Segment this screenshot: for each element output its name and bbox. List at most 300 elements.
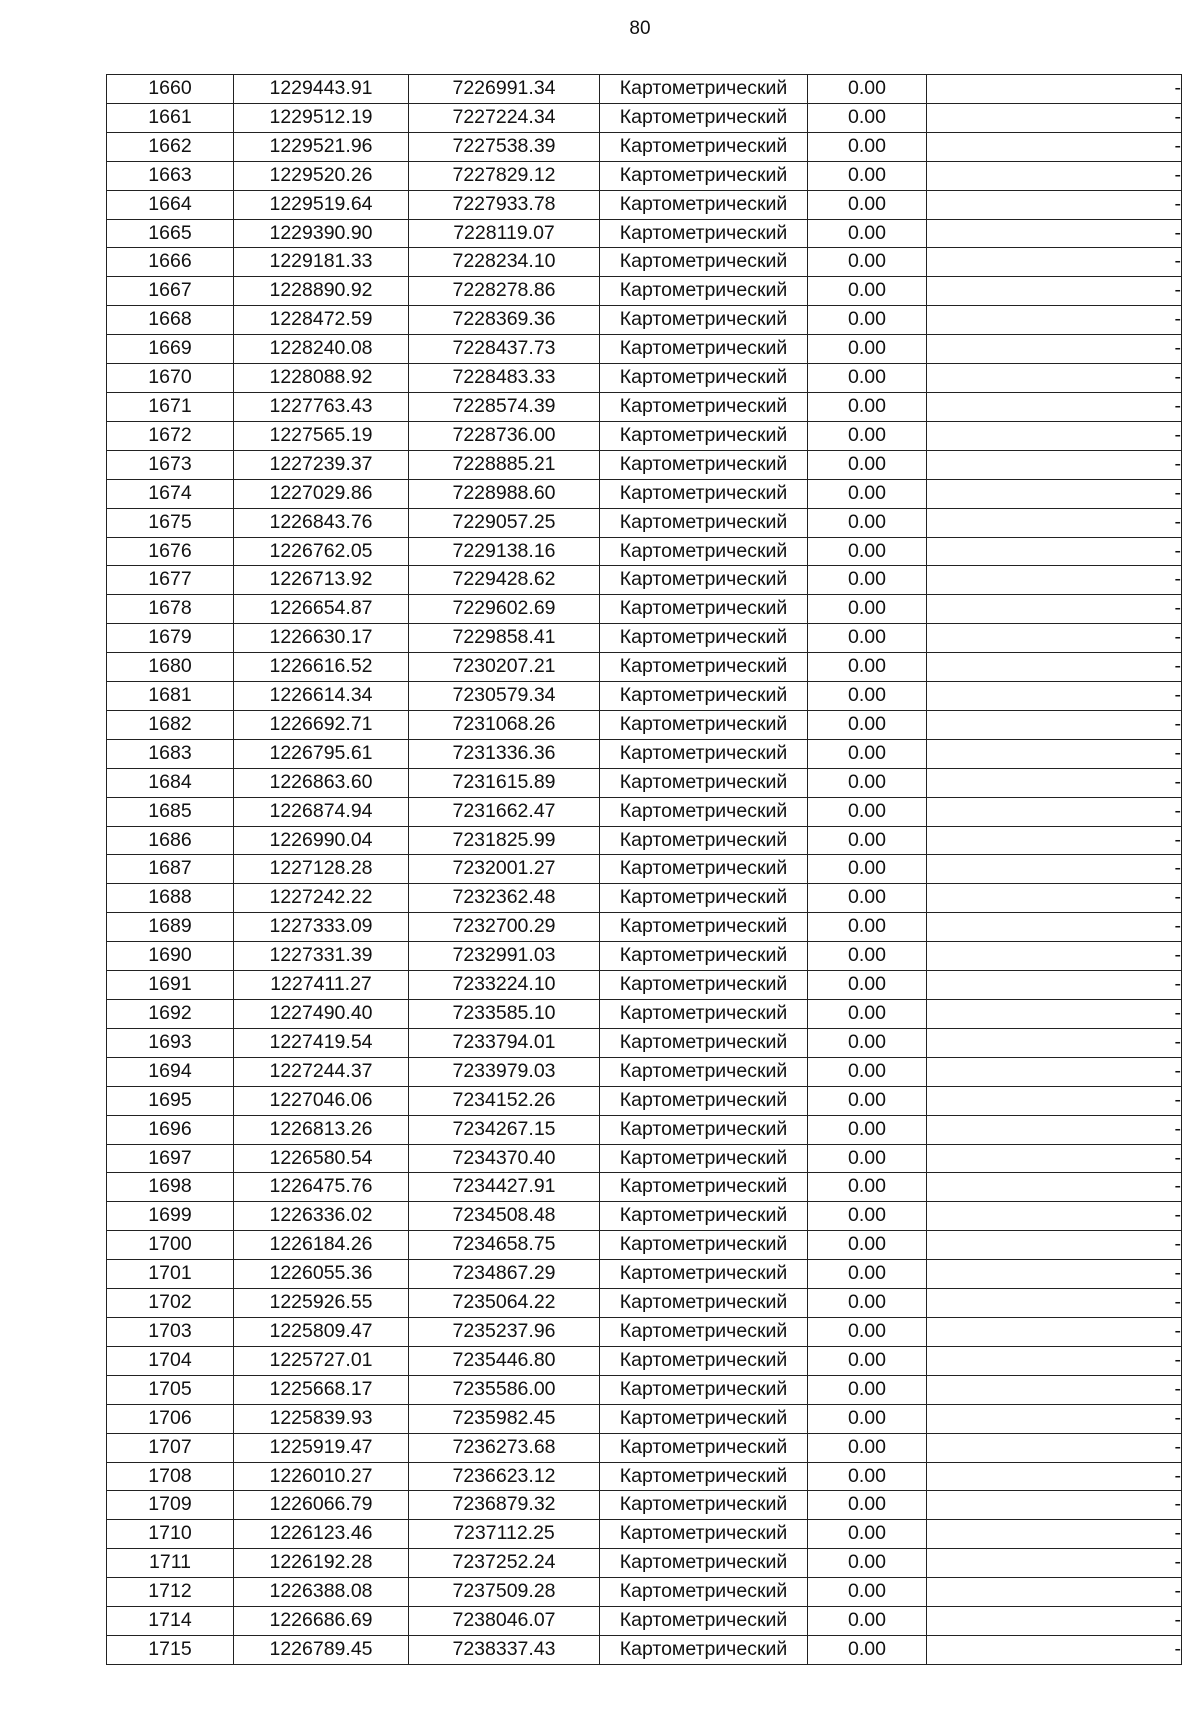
table-body	[107, 75, 1182, 1665]
table-row	[107, 132, 1182, 161]
table-row	[107, 566, 1182, 595]
method-cell: Картометрический	[600, 624, 808, 653]
y-coordinate-cell: 7230207.21	[409, 653, 600, 682]
point-number-cell: 1712	[107, 1578, 234, 1607]
table-row	[107, 277, 1182, 306]
point-number-cell: 1715	[107, 1635, 234, 1664]
y-coordinate-cell: 7232991.03	[409, 942, 600, 971]
method-cell: Картометрический	[600, 1173, 808, 1202]
error-cell: 0.00	[808, 797, 927, 826]
point-number-cell: 1684	[107, 768, 234, 797]
point-number-cell: 1669	[107, 335, 234, 364]
y-coordinate-cell: 7234152.26	[409, 1086, 600, 1115]
method-cell: Картометрический	[600, 1000, 808, 1029]
description-cell: -	[927, 450, 1182, 479]
y-coordinate-cell: 7231615.89	[409, 768, 600, 797]
y-coordinate-cell: 7232362.48	[409, 884, 600, 913]
description-cell: -	[927, 1520, 1182, 1549]
table-row	[107, 1635, 1182, 1664]
x-coordinate-cell: 1228088.92	[234, 364, 409, 393]
x-coordinate-cell: 1229443.91	[234, 75, 409, 104]
table-row	[107, 450, 1182, 479]
point-number-cell: 1697	[107, 1144, 234, 1173]
table-row	[107, 971, 1182, 1000]
x-coordinate-cell: 1227331.39	[234, 942, 409, 971]
point-number-cell: 1664	[107, 190, 234, 219]
method-cell: Картометрический	[600, 1028, 808, 1057]
x-coordinate-cell: 1226192.28	[234, 1549, 409, 1578]
y-coordinate-cell: 7238337.43	[409, 1635, 600, 1664]
table-row	[107, 1086, 1182, 1115]
description-cell: -	[927, 1491, 1182, 1520]
table-row	[107, 1607, 1182, 1636]
x-coordinate-cell: 1226874.94	[234, 797, 409, 826]
table-row	[107, 1202, 1182, 1231]
description-cell: -	[927, 710, 1182, 739]
x-coordinate-cell: 1228472.59	[234, 306, 409, 335]
y-coordinate-cell: 7228574.39	[409, 392, 600, 421]
description-cell: -	[927, 1404, 1182, 1433]
y-coordinate-cell: 7233794.01	[409, 1028, 600, 1057]
table-row	[107, 1375, 1182, 1404]
x-coordinate-cell: 1227046.06	[234, 1086, 409, 1115]
table-row	[107, 479, 1182, 508]
description-cell: -	[927, 1289, 1182, 1318]
table-row	[107, 1000, 1182, 1029]
y-coordinate-cell: 7233224.10	[409, 971, 600, 1000]
method-cell: Картометрический	[600, 768, 808, 797]
error-cell: 0.00	[808, 1375, 927, 1404]
description-cell: -	[927, 653, 1182, 682]
x-coordinate-cell: 1226843.76	[234, 508, 409, 537]
point-number-cell: 1694	[107, 1057, 234, 1086]
y-coordinate-cell: 7231068.26	[409, 710, 600, 739]
x-coordinate-cell: 1229390.90	[234, 219, 409, 248]
description-cell: -	[927, 1086, 1182, 1115]
error-cell: 0.00	[808, 855, 927, 884]
error-cell: 0.00	[808, 768, 927, 797]
description-cell: -	[927, 364, 1182, 393]
table-row	[107, 1491, 1182, 1520]
method-cell: Картометрический	[600, 826, 808, 855]
point-number-cell: 1676	[107, 537, 234, 566]
error-cell: 0.00	[808, 1549, 927, 1578]
point-number-cell: 1673	[107, 450, 234, 479]
method-cell: Картометрический	[600, 1578, 808, 1607]
point-number-cell: 1705	[107, 1375, 234, 1404]
error-cell: 0.00	[808, 537, 927, 566]
point-number-cell: 1692	[107, 1000, 234, 1029]
table-row	[107, 913, 1182, 942]
x-coordinate-cell: 1229520.26	[234, 161, 409, 190]
error-cell: 0.00	[808, 335, 927, 364]
y-coordinate-cell: 7228234.10	[409, 248, 600, 277]
method-cell: Картометрический	[600, 1635, 808, 1664]
error-cell: 0.00	[808, 1057, 927, 1086]
x-coordinate-cell: 1227128.28	[234, 855, 409, 884]
point-number-cell: 1665	[107, 219, 234, 248]
description-cell: -	[927, 1433, 1182, 1462]
point-number-cell: 1709	[107, 1491, 234, 1520]
method-cell: Картометрический	[600, 306, 808, 335]
point-number-cell: 1660	[107, 75, 234, 104]
method-cell: Картометрический	[600, 710, 808, 739]
table-row	[107, 1433, 1182, 1462]
method-cell: Картометрический	[600, 653, 808, 682]
description-cell: -	[927, 1346, 1182, 1375]
table-row	[107, 364, 1182, 393]
description-cell: -	[927, 739, 1182, 768]
y-coordinate-cell: 7227829.12	[409, 161, 600, 190]
point-number-cell: 1679	[107, 624, 234, 653]
description-cell: -	[927, 161, 1182, 190]
error-cell: 0.00	[808, 1173, 927, 1202]
x-coordinate-cell: 1225809.47	[234, 1317, 409, 1346]
x-coordinate-cell: 1226010.27	[234, 1462, 409, 1491]
x-coordinate-cell: 1225919.47	[234, 1433, 409, 1462]
method-cell: Картометрический	[600, 1491, 808, 1520]
point-number-cell: 1683	[107, 739, 234, 768]
table-row	[107, 942, 1182, 971]
error-cell: 0.00	[808, 1289, 927, 1318]
point-number-cell: 1662	[107, 132, 234, 161]
point-number-cell: 1663	[107, 161, 234, 190]
description-cell: -	[927, 1317, 1182, 1346]
x-coordinate-cell: 1229519.64	[234, 190, 409, 219]
y-coordinate-cell: 7235446.80	[409, 1346, 600, 1375]
error-cell: 0.00	[808, 971, 927, 1000]
table-row	[107, 884, 1182, 913]
point-number-cell: 1693	[107, 1028, 234, 1057]
x-coordinate-cell: 1227763.43	[234, 392, 409, 421]
description-cell: -	[927, 392, 1182, 421]
method-cell: Картометрический	[600, 479, 808, 508]
description-cell: -	[927, 1462, 1182, 1491]
y-coordinate-cell: 7237509.28	[409, 1578, 600, 1607]
x-coordinate-cell: 1226795.61	[234, 739, 409, 768]
point-number-cell: 1708	[107, 1462, 234, 1491]
method-cell: Картометрический	[600, 1462, 808, 1491]
error-cell: 0.00	[808, 1115, 927, 1144]
x-coordinate-cell: 1226066.79	[234, 1491, 409, 1520]
table-row	[107, 1144, 1182, 1173]
y-coordinate-cell: 7227538.39	[409, 132, 600, 161]
point-number-cell: 1675	[107, 508, 234, 537]
y-coordinate-cell: 7226991.34	[409, 75, 600, 104]
method-cell: Картометрический	[600, 75, 808, 104]
method-cell: Картометрический	[600, 161, 808, 190]
point-number-cell: 1700	[107, 1231, 234, 1260]
error-cell: 0.00	[808, 75, 927, 104]
error-cell: 0.00	[808, 653, 927, 682]
y-coordinate-cell: 7237252.24	[409, 1549, 600, 1578]
method-cell: Картометрический	[600, 364, 808, 393]
x-coordinate-cell: 1229521.96	[234, 132, 409, 161]
y-coordinate-cell: 7234427.91	[409, 1173, 600, 1202]
description-cell: -	[927, 942, 1182, 971]
error-cell: 0.00	[808, 566, 927, 595]
error-cell: 0.00	[808, 682, 927, 711]
point-number-cell: 1671	[107, 392, 234, 421]
x-coordinate-cell: 1227490.40	[234, 1000, 409, 1029]
y-coordinate-cell: 7233585.10	[409, 1000, 600, 1029]
table-row	[107, 1520, 1182, 1549]
error-cell: 0.00	[808, 1404, 927, 1433]
y-coordinate-cell: 7234867.29	[409, 1260, 600, 1289]
method-cell: Картометрический	[600, 739, 808, 768]
y-coordinate-cell: 7227933.78	[409, 190, 600, 219]
method-cell: Картометрический	[600, 1520, 808, 1549]
method-cell: Картометрический	[600, 1289, 808, 1318]
x-coordinate-cell: 1227419.54	[234, 1028, 409, 1057]
table-row	[107, 1173, 1182, 1202]
x-coordinate-cell: 1226762.05	[234, 537, 409, 566]
method-cell: Картометрический	[600, 190, 808, 219]
method-cell: Картометрический	[600, 1317, 808, 1346]
description-cell: -	[927, 913, 1182, 942]
point-number-cell: 1711	[107, 1549, 234, 1578]
point-number-cell: 1690	[107, 942, 234, 971]
x-coordinate-cell: 1226630.17	[234, 624, 409, 653]
table-row	[107, 1028, 1182, 1057]
table-row	[107, 1549, 1182, 1578]
error-cell: 0.00	[808, 103, 927, 132]
method-cell: Картометрический	[600, 537, 808, 566]
point-number-cell: 1686	[107, 826, 234, 855]
table-row	[107, 653, 1182, 682]
description-cell: -	[927, 508, 1182, 537]
description-cell: -	[927, 1144, 1182, 1173]
error-cell: 0.00	[808, 942, 927, 971]
y-coordinate-cell: 7228437.73	[409, 335, 600, 364]
table-row	[107, 826, 1182, 855]
method-cell: Картометрический	[600, 1607, 808, 1636]
table-row	[107, 219, 1182, 248]
error-cell: 0.00	[808, 739, 927, 768]
error-cell: 0.00	[808, 161, 927, 190]
point-number-cell: 1677	[107, 566, 234, 595]
error-cell: 0.00	[808, 1000, 927, 1029]
y-coordinate-cell: 7228483.33	[409, 364, 600, 393]
description-cell: -	[927, 797, 1182, 826]
method-cell: Картометрический	[600, 248, 808, 277]
description-cell: -	[927, 103, 1182, 132]
x-coordinate-cell: 1225926.55	[234, 1289, 409, 1318]
x-coordinate-cell: 1228890.92	[234, 277, 409, 306]
error-cell: 0.00	[808, 1231, 927, 1260]
point-number-cell: 1689	[107, 913, 234, 942]
x-coordinate-cell: 1226654.87	[234, 595, 409, 624]
error-cell: 0.00	[808, 1346, 927, 1375]
y-coordinate-cell: 7234267.15	[409, 1115, 600, 1144]
description-cell: -	[927, 421, 1182, 450]
method-cell: Картометрический	[600, 1375, 808, 1404]
point-number-cell: 1710	[107, 1520, 234, 1549]
method-cell: Картометрический	[600, 1115, 808, 1144]
description-cell: -	[927, 1115, 1182, 1144]
error-cell: 0.00	[808, 508, 927, 537]
y-coordinate-cell: 7231825.99	[409, 826, 600, 855]
point-number-cell: 1670	[107, 364, 234, 393]
y-coordinate-cell: 7228736.00	[409, 421, 600, 450]
point-number-cell: 1678	[107, 595, 234, 624]
point-number-cell: 1714	[107, 1607, 234, 1636]
method-cell: Картометрический	[600, 421, 808, 450]
error-cell: 0.00	[808, 450, 927, 479]
description-cell: -	[927, 248, 1182, 277]
error-cell: 0.00	[808, 624, 927, 653]
point-number-cell: 1696	[107, 1115, 234, 1144]
point-number-cell: 1674	[107, 479, 234, 508]
method-cell: Картометрический	[600, 1057, 808, 1086]
error-cell: 0.00	[808, 1578, 927, 1607]
x-coordinate-cell: 1225727.01	[234, 1346, 409, 1375]
y-coordinate-cell: 7238046.07	[409, 1607, 600, 1636]
y-coordinate-cell: 7229858.41	[409, 624, 600, 653]
method-cell: Картометрический	[600, 1549, 808, 1578]
error-cell: 0.00	[808, 306, 927, 335]
y-coordinate-cell: 7228988.60	[409, 479, 600, 508]
y-coordinate-cell: 7235237.96	[409, 1317, 600, 1346]
x-coordinate-cell: 1225839.93	[234, 1404, 409, 1433]
method-cell: Картометрический	[600, 1433, 808, 1462]
description-cell: -	[927, 1260, 1182, 1289]
point-number-cell: 1661	[107, 103, 234, 132]
table-row	[107, 161, 1182, 190]
table-row	[107, 595, 1182, 624]
method-cell: Картометрический	[600, 971, 808, 1000]
point-number-cell: 1680	[107, 653, 234, 682]
description-cell: -	[927, 1375, 1182, 1404]
method-cell: Картометрический	[600, 1404, 808, 1433]
y-coordinate-cell: 7233979.03	[409, 1057, 600, 1086]
description-cell: -	[927, 190, 1182, 219]
x-coordinate-cell: 1227029.86	[234, 479, 409, 508]
table-row	[107, 335, 1182, 364]
description-cell: -	[927, 682, 1182, 711]
point-number-cell: 1668	[107, 306, 234, 335]
y-coordinate-cell: 7232700.29	[409, 913, 600, 942]
method-cell: Картометрический	[600, 508, 808, 537]
error-cell: 0.00	[808, 1491, 927, 1520]
method-cell: Картометрический	[600, 1086, 808, 1115]
y-coordinate-cell: 7230579.34	[409, 682, 600, 711]
table-row	[107, 797, 1182, 826]
description-cell: -	[927, 1173, 1182, 1202]
point-number-cell: 1699	[107, 1202, 234, 1231]
table-row	[107, 739, 1182, 768]
method-cell: Картометрический	[600, 884, 808, 913]
y-coordinate-cell: 7232001.27	[409, 855, 600, 884]
y-coordinate-cell: 7229428.62	[409, 566, 600, 595]
point-number-cell: 1704	[107, 1346, 234, 1375]
table-row	[107, 75, 1182, 104]
x-coordinate-cell: 1226863.60	[234, 768, 409, 797]
y-coordinate-cell: 7229602.69	[409, 595, 600, 624]
y-coordinate-cell: 7227224.34	[409, 103, 600, 132]
method-cell: Картометрический	[600, 1202, 808, 1231]
table-row	[107, 682, 1182, 711]
error-cell: 0.00	[808, 1028, 927, 1057]
y-coordinate-cell: 7236623.12	[409, 1462, 600, 1491]
table-row	[107, 768, 1182, 797]
x-coordinate-cell: 1227565.19	[234, 421, 409, 450]
y-coordinate-cell: 7237112.25	[409, 1520, 600, 1549]
x-coordinate-cell: 1226990.04	[234, 826, 409, 855]
method-cell: Картометрический	[600, 450, 808, 479]
x-coordinate-cell: 1228240.08	[234, 335, 409, 364]
description-cell: -	[927, 1607, 1182, 1636]
x-coordinate-cell: 1226692.71	[234, 710, 409, 739]
point-number-cell: 1672	[107, 421, 234, 450]
point-number-cell: 1685	[107, 797, 234, 826]
method-cell: Картометрический	[600, 219, 808, 248]
point-number-cell: 1698	[107, 1173, 234, 1202]
y-coordinate-cell: 7229138.16	[409, 537, 600, 566]
y-coordinate-cell: 7234370.40	[409, 1144, 600, 1173]
x-coordinate-cell: 1226813.26	[234, 1115, 409, 1144]
table-row	[107, 537, 1182, 566]
x-coordinate-cell: 1226123.46	[234, 1520, 409, 1549]
description-cell: -	[927, 768, 1182, 797]
table-row	[107, 1260, 1182, 1289]
description-cell: -	[927, 1549, 1182, 1578]
description-cell: -	[927, 624, 1182, 653]
error-cell: 0.00	[808, 364, 927, 393]
method-cell: Картометрический	[600, 797, 808, 826]
error-cell: 0.00	[808, 1086, 927, 1115]
description-cell: -	[927, 1578, 1182, 1607]
x-coordinate-cell: 1226388.08	[234, 1578, 409, 1607]
point-number-cell: 1682	[107, 710, 234, 739]
method-cell: Картометрический	[600, 103, 808, 132]
table-row	[107, 624, 1182, 653]
error-cell: 0.00	[808, 710, 927, 739]
description-cell: -	[927, 1231, 1182, 1260]
y-coordinate-cell: 7228119.07	[409, 219, 600, 248]
error-cell: 0.00	[808, 190, 927, 219]
method-cell: Картометрический	[600, 335, 808, 364]
x-coordinate-cell: 1226614.34	[234, 682, 409, 711]
description-cell: -	[927, 971, 1182, 1000]
y-coordinate-cell: 7234658.75	[409, 1231, 600, 1260]
table-row	[107, 508, 1182, 537]
error-cell: 0.00	[808, 884, 927, 913]
description-cell: -	[927, 826, 1182, 855]
error-cell: 0.00	[808, 595, 927, 624]
method-cell: Картометрический	[600, 566, 808, 595]
point-number-cell: 1667	[107, 277, 234, 306]
table-row	[107, 1404, 1182, 1433]
point-number-cell: 1701	[107, 1260, 234, 1289]
x-coordinate-cell: 1226055.36	[234, 1260, 409, 1289]
table-row	[107, 1231, 1182, 1260]
error-cell: 0.00	[808, 479, 927, 508]
error-cell: 0.00	[808, 219, 927, 248]
table-row	[107, 392, 1182, 421]
error-cell: 0.00	[808, 913, 927, 942]
table-row	[107, 421, 1182, 450]
table-row	[107, 306, 1182, 335]
table-row	[107, 1578, 1182, 1607]
table-row	[107, 1462, 1182, 1491]
description-cell: -	[927, 884, 1182, 913]
point-number-cell: 1695	[107, 1086, 234, 1115]
point-number-cell: 1681	[107, 682, 234, 711]
y-coordinate-cell: 7231336.36	[409, 739, 600, 768]
table-row	[107, 190, 1182, 219]
table-row	[107, 710, 1182, 739]
